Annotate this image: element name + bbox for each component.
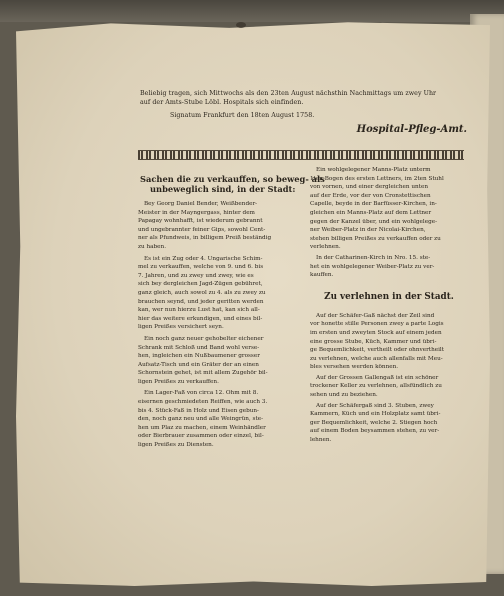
- text-line: 7. Jahren, und zu zwey und zwey, wie es: [138, 272, 254, 279]
- text-line: von vornen, und einer dergleichen unten: [310, 184, 428, 191]
- text-line: Schrank mit Schloß und Band wohl verse-: [138, 344, 260, 351]
- left-heading-line-2: unbeweglich sind, in der Stadt:: [150, 184, 296, 194]
- text-line: Auf der Schäfer-Gaß nächst der Zeil sind: [316, 312, 435, 319]
- text-line: brauchen seynd, und jeder geritten werden: [138, 298, 264, 305]
- text-line: Aufsatz-Tisch und ein Gräter der an einen: [138, 361, 259, 368]
- intro-line-1: Beliebig tragen, sich Mittwochs als den 23ten August nächsthin Nachmittags um zwey Uhr: [140, 90, 437, 97]
- text-line: bis 4. Stück-Faß in Holz und Eisen gebun-: [138, 407, 259, 414]
- intro-line-2: auf der Amts-Stube Löbl. Hospitals sich einfinden.: [140, 99, 304, 106]
- text-line: mel zu verkauffen, welche von 9. und 6. bis: [138, 264, 264, 271]
- text-line: Meister in der Mayngergass, hinter dem: [138, 209, 255, 216]
- text-line: Ein wohlgelegener Manns-Platz unterm: [316, 167, 431, 173]
- paragraph: [310, 374, 468, 400]
- text-line: Ein Lager-Faß von circa 12. Ohm mit 8.: [144, 390, 259, 397]
- left-heading-line-1: Sachen die zu verkauffen, so beweg- als: [140, 174, 325, 184]
- text-line: gleichen ein Manns-Platz auf dem Lettner: [310, 209, 432, 216]
- text-line: Auf der Schäfergaß sind 3. Stuben, zwey: [316, 402, 434, 409]
- text-line: sehen und zu beziehen.: [310, 392, 378, 399]
- text-line: Es ist ein Zug oder 4. Ungarische Schim-: [144, 255, 263, 262]
- text-line: ner als Pfundweis, in billigem Preiß beständig: [138, 235, 272, 242]
- text-line: Schornstein gehet, ist mit allem Zugehör bil-: [138, 370, 268, 377]
- text-line: ligen Preißes zu verkauffen.: [138, 378, 219, 385]
- text-line: ganz gleich, auch sowol zu 4. als zu zwey zu: [138, 289, 266, 296]
- text-line: im ersten und zweyten Stock auf einem jeden: [310, 329, 442, 336]
- text-line: trockener Keller zu verlehnen, allsfündlich zu: [310, 383, 442, 390]
- signature: Hospital-Pfleg-Amt.: [356, 124, 467, 135]
- text-line: ligen Preißes zu Diensten.: [138, 442, 214, 449]
- text-line: auf einem Boden beysammen stehen, zu ver-: [310, 428, 440, 435]
- right-paragraphs-top: [310, 166, 468, 280]
- paragraph: [138, 255, 296, 332]
- text-line: hen um Plaz zu machen, einem Weinhändler: [138, 424, 266, 431]
- text-line: Capelle, beyde in der Barfüsser-Kirchen, in-: [310, 201, 437, 208]
- text-line: 1ten Bogen des ersten Lettners, im 2ten Stuhl: [310, 175, 444, 182]
- dateline: Signatum Frankfurt den 18ten August 1758.: [170, 112, 315, 119]
- text-line: gegen der Kanzel über, und ein wohlgelege-: [310, 218, 438, 225]
- ornamental-rule: [138, 150, 464, 160]
- text-line: stehen billigen Preißes zu verkauffen oder zu: [310, 235, 441, 242]
- text-line: Bey Georg Daniel Bender, Weißbender-: [144, 201, 258, 207]
- paragraph: [138, 389, 296, 449]
- paragraph: [310, 254, 468, 280]
- text-line: sich bey dergleichen Jagd-Zügen gebühret,: [138, 281, 263, 288]
- text-line: hier das weitere erkundigen, und eines bil-: [138, 315, 263, 322]
- text-line: zu verlehnen, welche auch allenfalls mit Meu-: [310, 355, 443, 362]
- text-line: eine grosse Stube, Küch, Kammer und übri-: [310, 338, 437, 345]
- text-line: lehnen.: [310, 437, 332, 444]
- text-line: ge Bequemlichkeit, vertheilt oder ohnvertheilt: [310, 347, 445, 354]
- right-column: [310, 166, 468, 447]
- text-line: Ein noch ganz neuer gehobelter eichener: [144, 335, 264, 342]
- text-line: bles versehen werden können.: [310, 364, 399, 371]
- left-heading: [140, 174, 325, 194]
- text-line: hen, ingleichen ein Nußbaumener grosser: [138, 353, 260, 360]
- text-line: In der Catharinen-Kirch in Nro. 15. ste-: [316, 254, 431, 261]
- right-paragraphs-bottom: [310, 312, 468, 445]
- text-line: zu haben.: [138, 243, 166, 250]
- paragraph: [310, 312, 468, 372]
- text-line: kan, wer nun hierzu Lust hat, kan sich all-: [138, 307, 260, 314]
- paragraph: [310, 166, 468, 252]
- text-line: kauffen.: [310, 272, 334, 279]
- text-line: het ein wohlgelegener Weiber-Platz zu ver-: [310, 263, 435, 270]
- text-line: ner Weiber-Platz in der Nicolai-Kirchen,: [310, 227, 426, 234]
- left-paragraphs: [138, 200, 296, 450]
- text-line: und ungebrannter feiner Gips, sowohl Cent-: [138, 226, 266, 233]
- text-line: verlehnen.: [310, 244, 341, 251]
- text-line: ger Bequemlichkeit, welche 2. Stiegen hoch: [310, 419, 438, 426]
- text-line: eisernen geschmiedeten Reiffen, wie auch 3.: [138, 399, 268, 406]
- paragraph: [138, 200, 296, 252]
- text-line: auf der Erde, vor der von Cronstettischen: [310, 192, 431, 199]
- text-line: oder Bierbrauer zusammen oder einzel, bil-: [138, 433, 264, 440]
- text-line: den, noch ganz neu und alle Weingrün, ste-: [138, 416, 264, 423]
- text-line: Auf der Grossen Gallengaß ist ein schöner: [316, 374, 439, 381]
- text-line: Papagay wohnhafft, ist wiederum gebrannt: [138, 218, 263, 225]
- paragraph: [310, 402, 468, 445]
- text-line: Kammern, Küch und ein Holzplatz samt übri-: [310, 411, 441, 418]
- right-heading: Zu verlehnen in der Stadt.: [324, 291, 454, 302]
- text-line: vor honette stille Personen zwey a parte Logis: [310, 321, 444, 328]
- paragraph: [138, 335, 296, 387]
- text-line: ligen Preißes versichert seyn.: [138, 324, 224, 331]
